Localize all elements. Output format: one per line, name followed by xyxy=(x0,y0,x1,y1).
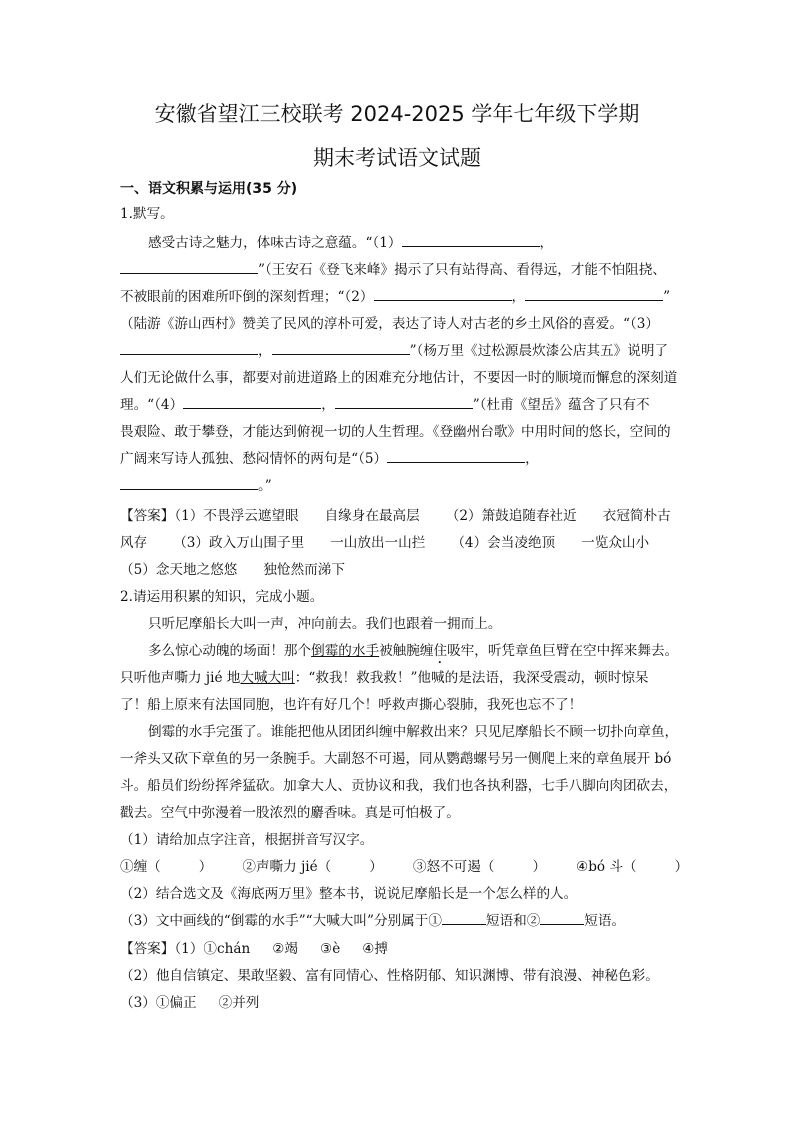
q2-passage-line: 多么惊心动魄的场面！那个倒霉的水手被触腕缠住吸牢，听凭章鱼巨臂在空中挥来舞去。 xyxy=(148,643,679,659)
q1-answer: 风存 （3）政入万山围子里 一山放出一山拦 （4）会当凌绝顶 一览众山小 xyxy=(120,535,650,551)
q1-line: 不被眼前的困难所吓倒的深刻哲理；“（2） ， ” xyxy=(120,284,670,311)
q2-subquestion-items: ①缠（ ） ②声嘶力 jié（ ） ③怒不可遏（ ） ④bó 斗（ ） xyxy=(120,859,689,875)
answer-blank xyxy=(402,231,540,247)
answer-blank xyxy=(120,339,258,355)
q2-passage-line: 只听他声嘶力 jié 地大喊大叫：“救我！救我救！”他喊的是法语，我深受震动，顿时惊呆 xyxy=(120,670,649,686)
answer-blank xyxy=(540,909,584,925)
document-title: 安徽省望江三校联考 2024-2025 学年七年级下学期 xyxy=(154,102,640,126)
q1-answer: （5）念天地之悠悠 独怆然而涕下 xyxy=(120,562,345,578)
q1-line: 。” xyxy=(120,473,272,500)
answer-blank xyxy=(183,393,321,409)
q2-passage-line: 戳去。空气中弥漫着一股浓烈的麝香味。真是可怕极了。 xyxy=(120,805,460,821)
q2-subquestion: （3）文中画线的“倒霉的水手”“大喊大叫”分别属于① 短语和② 短语。 xyxy=(120,908,625,935)
q1-line: （陆游《游山西村》赞美了民风的淳朴可爱，表达了诗人对古老的乡土风俗的喜爱。“（3） xyxy=(120,316,659,332)
answer-blank xyxy=(120,258,258,274)
q1-line: 人们无论做什么事，都要对前进道路上的困难充分地估计，不要因一时的顺境而懈怠的深刻道 xyxy=(120,370,678,386)
document-subtitle: 期末考试语文试题 xyxy=(313,146,481,170)
q2-answer: 【答案】（1）①chán ②竭 ③è ④搏 xyxy=(120,941,389,957)
q1-line: 理。“（4） ， ”（杜甫《望岳》蕴含了只有不 xyxy=(120,392,650,419)
q2-answer: （2）他自信镇定、果敢坚毅、富有同情心、性格阴郁、知识渊博、带有浪漫、神秘色彩。 xyxy=(120,968,659,984)
answer-blank xyxy=(335,393,473,409)
q2-answer: （3）①偏正 ②并列 xyxy=(120,995,260,1011)
q1-line: ”（王安石《登飞来峰》揭示了只有站得高、看得远，才能不怕阻挠、 xyxy=(120,257,666,284)
q2-passage-line: 倒霉的水手完蛋了。谁能把他从团团纠缠中解救出来？只见尼摩船长不顾一切扑向章鱼， xyxy=(148,724,679,740)
answer-blank xyxy=(387,447,525,463)
q1-line: 广阔来写诗人孤独、愁闷情怀的两句是“（5） ， xyxy=(120,446,539,473)
answer-blank xyxy=(374,285,512,301)
q2-subquestion: （2）结合选文及《海底两万里》整本书，说说尼摩船长是一个怎么样的人。 xyxy=(120,886,578,902)
q1-line: 感受古诗之魅力，体味古诗之意蕴。“（1） ， xyxy=(120,230,553,257)
answer-blank xyxy=(272,339,410,355)
answer-blank xyxy=(525,285,663,301)
q1-number: 1.默写。 xyxy=(120,206,174,222)
q1-line: 畏艰险、敢于攀登，才能达到俯视一切的人生哲理。《登幽州台歌》中用时间的悠长，空间的 xyxy=(120,424,671,440)
section-heading: 一、语文积累与运用(35 分) xyxy=(120,181,298,197)
q2-passage-line: 只听尼摩船长大叫一声，冲向前去。我们也跟着一拥而上。 xyxy=(148,616,502,632)
q1-line: ， ”（杨万里《过松源晨炊漆公店其五》说明了 xyxy=(120,338,668,365)
q2-number: 2.请运用积累的知识，完成小题。 xyxy=(120,589,324,605)
q2-passage-line: 一斧头又砍下章鱼的另一条腕手。大副怒不可遏，同从鹦鹉螺号另一侧爬上来的章鱼展开 bó xyxy=(120,751,672,767)
answer-blank xyxy=(120,474,258,490)
q1-answer: 【答案】（1）不畏浮云遮望眼 自缘身在最高层 （2）箫鼓追随春社近 衣冠简朴古 xyxy=(120,508,671,524)
q2-passage-line: 斗。船员们纷纷挥斧猛砍。加拿大人、贡协议和我，我们也各执利器，七手八脚向肉团砍去， xyxy=(120,778,678,794)
answer-blank xyxy=(442,909,486,925)
q2-passage-line: 了！船上原来有法国同胞，也许有好几个！呼救声撕心裂肺，我死也忘不了！ xyxy=(120,697,583,713)
q2-subquestion: （1）请给加点字注音，根据拼音写汉字。 xyxy=(120,832,374,848)
